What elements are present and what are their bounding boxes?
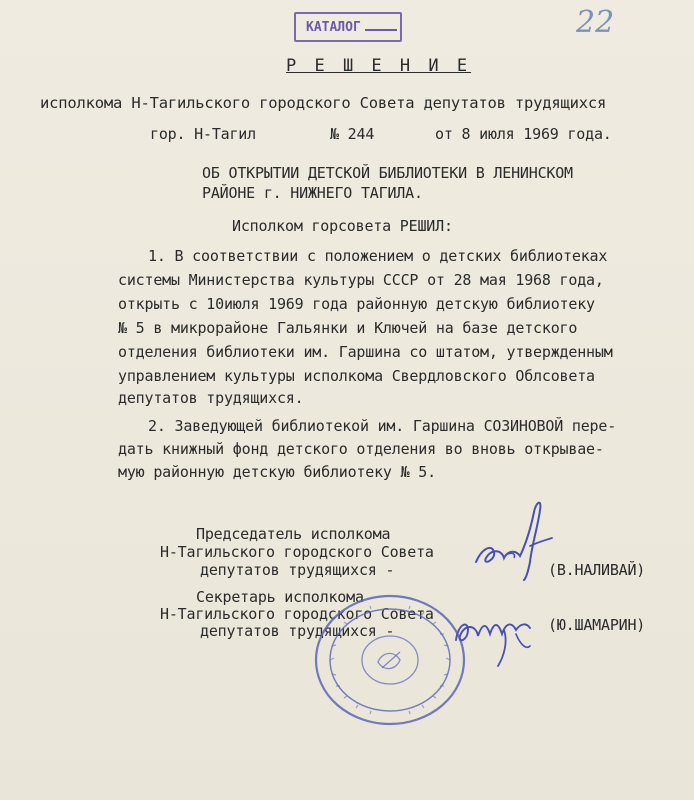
meta-date: от 8 июля 1969 года. [435,125,612,143]
point-1-line-2: системы Министерства культуры СССР от 28 мая 1968 года, [118,271,604,289]
catalog-stamp-line [365,29,397,31]
point-1-line-6: управлением культуры исполкома Свердловского Облсовета [118,367,595,385]
meta-number: № 244 [330,125,375,143]
point-2-line-1: 2. Заведующей библиотекой им. Гаршина СОЗИНОВОЙ пере- [148,417,617,435]
point-2-line-3: мую районную детскую библиотеку № 5. [118,463,436,481]
signatory-2-line-3: депутатов трудящихся - [200,622,395,640]
catalog-stamp [294,12,402,42]
point-1-line-1: 1. В соответствии с положением о детских библиотеках [148,247,608,265]
point-1-line-3: открыть с 10июля 1969 года районную детскую библиотеку [118,295,595,313]
signatory-1-line-1: Председатель исполкома [196,525,391,543]
signatory-2-name: (Ю.ШАМАРИН) [548,616,646,634]
signatory-2-line-2: Н-Тагильского городского Совета [160,605,434,623]
document-subtitle: исполкома Н-Тагильского городского Совета депутатов трудящихся [40,94,607,112]
page-number: 22 [576,5,615,40]
chairman-signature [468,492,558,584]
point-1-line-7: депутатов трудящихся. [118,389,304,407]
point-2-line-2: дать книжный фонд детского отделения во вновь открывае- [118,440,604,458]
meta-city: гор. Н-Тагил [150,125,256,143]
signatory-1-line-3: депутатов трудящихся - [200,561,395,579]
point-1-line-5: отделения библиотеки им. Гаршина со штатом, утвержденным [118,343,613,361]
catalog-stamp-text: КАТАЛОГ [306,19,361,35]
signatory-2-line-1: Секретарь исполкома [196,588,364,606]
signatory-1-name: (В.НАЛИВАЙ) [548,561,646,579]
signatory-1-line-2: Н-Тагильского городского Совета [160,543,434,561]
subject-line-2: РАЙОНЕ г. НИЖНЕГО ТАГИЛА. [202,184,423,202]
point-1-line-4: № 5 в микрорайоне Гальянки и Ключей на базе детского [118,319,578,337]
document-title: Р Е Ш Е Н И Е [286,56,472,76]
decision-intro: Исполком горсовета РЕШИЛ: [232,217,453,235]
subject-line-1: ОБ ОТКРЫТИИ ДЕТСКОЙ БИБЛИОТЕКИ В ЛЕНИНСКОМ [202,164,573,182]
secretary-signature [446,600,546,670]
